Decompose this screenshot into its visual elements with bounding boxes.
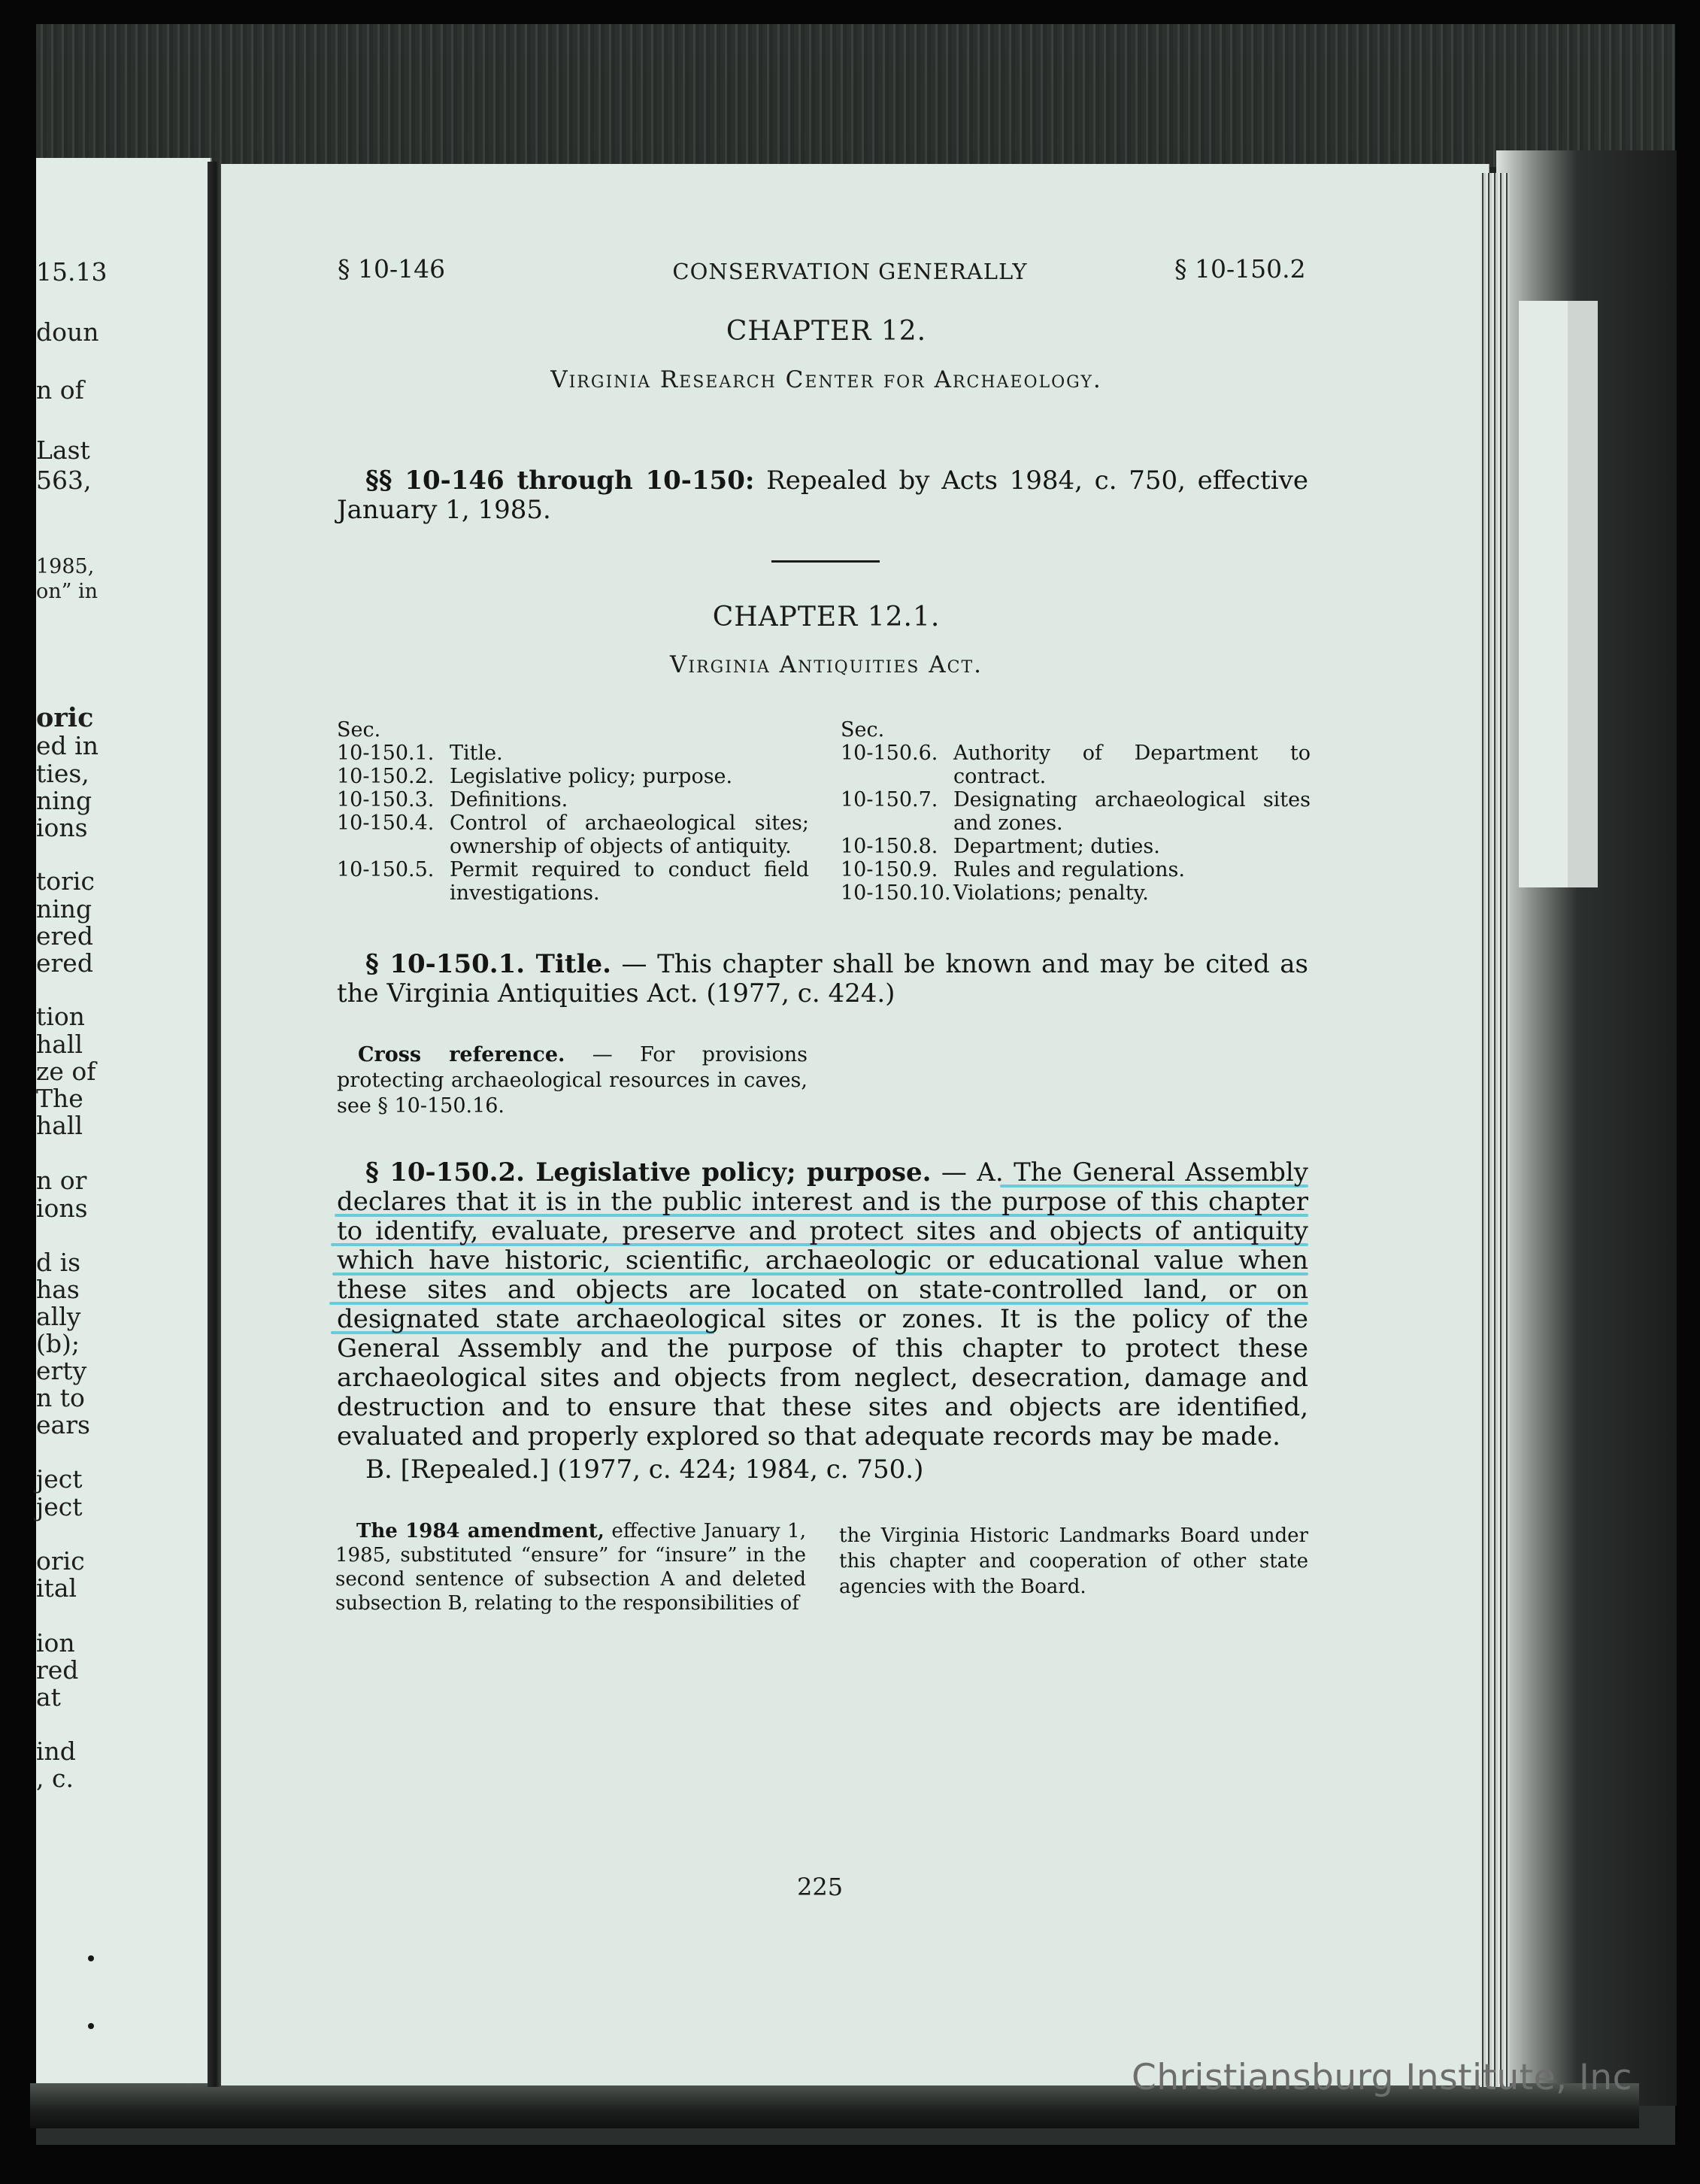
running-header-title: CONSERVATION GENERALLY	[672, 259, 1028, 284]
left-page-fragment: ind	[36, 1737, 76, 1766]
left-page-fragment: (b);	[36, 1329, 80, 1358]
section-10-150-2	[337, 1158, 1308, 1451]
right-paper-strip-edge	[1568, 301, 1598, 887]
toc-number: 10-150.1.	[337, 742, 435, 765]
section-text-a: — A. The General Assembly declares that it is in the public interest and is the purpose of this chapter to identify, evaluate, preserve and protect sites and objects of antiquity which have historic, scientific, archaeologic or educational value when these sites and objects are located on state-controlled land, or on designated state archaeological sites or zones. It is the policy of the General Assembly and the purpose of this chapter to protect these archaeological sites and objects from neglect, desecration, damage and destruction and to ensure that these sites and objects are identified, evaluated and properly explored so that adequate records may be made.	[337, 1157, 1308, 1451]
toc-title: Title.	[450, 742, 503, 765]
section-10-150-2-b	[337, 1455, 1308, 1485]
toc-title: Definitions.	[450, 788, 568, 811]
toc-entry	[841, 858, 1311, 881]
left-page-fragment: 563,	[36, 466, 92, 495]
running-header-right: § 10-150.2	[1174, 254, 1306, 284]
left-page-fragment: hall	[36, 1030, 83, 1059]
speck	[88, 1955, 94, 1961]
left-page-fragment: ties,	[36, 759, 89, 788]
toc-title: Permit required to conduct field investigations.	[450, 858, 809, 905]
toc-entry	[841, 881, 1311, 905]
toc-entry	[841, 788, 1311, 835]
left-page-fragment: at	[36, 1682, 61, 1712]
left-page-fragment: ered	[36, 948, 93, 978]
toc-number: 10-150.6.	[841, 742, 938, 765]
toc-number: 10-150.2.	[337, 765, 435, 788]
cross-reference-note	[337, 1042, 808, 1119]
left-page-fragment: n or	[36, 1166, 87, 1195]
left-page-fragment: ital	[36, 1573, 77, 1603]
toc-number: 10-150.10.	[841, 881, 951, 905]
section-list-right	[841, 718, 1311, 905]
repeal-text: Repealed by Acts 1984, c. 750, effective January 1, 1985.	[337, 466, 1308, 525]
left-page-fragment: ed in	[36, 731, 98, 760]
toc-number: 10-150.7.	[841, 788, 938, 811]
section-list-left	[337, 718, 809, 905]
watermark-text: Christiansburg Institute, Inc	[1132, 2057, 1632, 2098]
repeal-lead: §§ 10-146 through 10-150:	[365, 466, 755, 496]
toc-number: 10-150.8.	[841, 835, 938, 858]
left-page-fragment: The	[36, 1084, 83, 1113]
left-page-fragment: 15.13	[36, 257, 108, 287]
left-page-fragment: toric	[36, 866, 95, 896]
left-page-fragment: oric	[36, 702, 94, 733]
cross-reference-lead: Cross reference.	[358, 1043, 565, 1066]
toc-number: 10-150.4.	[337, 811, 435, 835]
section-10-150-1	[337, 950, 1308, 1009]
left-page-fragment: on” in	[36, 580, 98, 603]
left-page-fragment: d is	[36, 1248, 81, 1277]
left-page-fragment: n of	[36, 375, 84, 405]
section-divider	[771, 560, 880, 563]
section-text-b: B. [Repealed.] (1977, c. 424; 1984, c. 750.)	[365, 1454, 924, 1485]
left-page-fragment: has	[36, 1275, 80, 1304]
left-page-fragment: ning	[36, 894, 92, 924]
toc-title: Designating archaeological sites and zones.	[953, 788, 1311, 835]
left-page-fragment: doun	[36, 317, 99, 347]
left-page-fragment: ze of	[36, 1057, 96, 1086]
main-page	[221, 164, 1489, 2085]
left-page-fragment: red	[36, 1655, 79, 1685]
left-neighbour-page	[36, 158, 212, 2083]
section-text: — This chapter shall be known and may be cited as the Virginia Antiquities Act. (1977, c. 424.)	[337, 949, 1308, 1009]
left-page-fragment: ion	[36, 1628, 75, 1658]
left-page-fragment: ally	[36, 1302, 81, 1331]
running-header-left: § 10-146	[338, 254, 446, 284]
left-page-fragment: oric	[36, 1546, 85, 1576]
left-page-fragment: hall	[36, 1111, 83, 1140]
repeal-paragraph	[337, 466, 1308, 525]
left-page-fragment: ions	[36, 813, 88, 842]
left-page-fragment: ning	[36, 786, 92, 815]
left-page-fragment: , c.	[36, 1764, 74, 1793]
toc-title: Department; duties.	[953, 835, 1160, 858]
chapter-12-1-heading: CHAPTER 12.1.	[712, 602, 941, 632]
left-page-fragment: ions	[36, 1194, 88, 1223]
left-page-fragment: tion	[36, 1002, 85, 1031]
toc-entry	[337, 811, 809, 858]
book-gutter	[208, 162, 221, 2087]
toc-number: 10-150.9.	[841, 858, 938, 881]
toc-title: Rules and regulations.	[953, 858, 1185, 881]
amendment-note-right: the Virginia Historic Landmarks Board under this chapter and cooperation of other state agencies with the Board.	[839, 1524, 1308, 1598]
page-number: 225	[797, 1873, 844, 1901]
top-shadow-band	[36, 24, 1675, 167]
left-page-fragment: ject	[36, 1464, 83, 1494]
speck	[88, 2023, 94, 2029]
toc-title: Control of archaeological sites; ownership of objects of antiquity.	[450, 811, 809, 858]
toc-entry	[337, 742, 809, 765]
toc-number: 10-150.5.	[337, 858, 435, 881]
left-page-fragment: ject	[36, 1492, 83, 1521]
amendment-lead: The 1984 amendment,	[356, 1520, 605, 1542]
page-edges	[1480, 173, 1510, 2087]
sec-label: Sec.	[841, 718, 885, 742]
toc-title: Legislative policy; purpose.	[450, 765, 733, 788]
cross-reference-text: — For provisions protecting archaeological resources in caves, see § 10-150.16.	[337, 1043, 808, 1118]
chapter-12-heading: CHAPTER 12.	[726, 316, 927, 347]
left-page-fragment: n to	[36, 1383, 85, 1412]
left-page-fragment: erty	[36, 1356, 87, 1385]
toc-entry	[841, 835, 1311, 858]
section-title: § 10-150.2. Legislative policy; purpose.	[365, 1157, 932, 1188]
left-page-fragment: ered	[36, 921, 93, 951]
toc-entry	[337, 858, 809, 905]
amendment-text: effective January 1, 1985, substituted “ensure” for “insure” in the second sentence of subsection A and deleted subsection B, relating to the responsibilities of	[335, 1520, 806, 1615]
left-page-fragment: ears	[36, 1410, 90, 1439]
toc-title: Violations; penalty.	[953, 881, 1149, 905]
amendment-note-left	[335, 1519, 806, 1615]
toc-number: 10-150.3.	[337, 788, 435, 811]
chapter-12-1-title: Virginia Antiquities Act.	[670, 651, 983, 678]
toc-title: Authority of Department to contract.	[953, 742, 1311, 788]
chapter-12-title: Virginia Research Center for Archaeology.	[550, 366, 1102, 393]
toc-entry	[337, 765, 809, 788]
section-title: § 10-150.1. Title.	[365, 949, 611, 979]
sec-label: Sec.	[337, 718, 381, 742]
left-page-fragment: 1985,	[36, 555, 95, 578]
left-page-fragment: Last	[36, 435, 90, 465]
toc-entry	[337, 788, 809, 811]
toc-entry	[841, 742, 1311, 788]
